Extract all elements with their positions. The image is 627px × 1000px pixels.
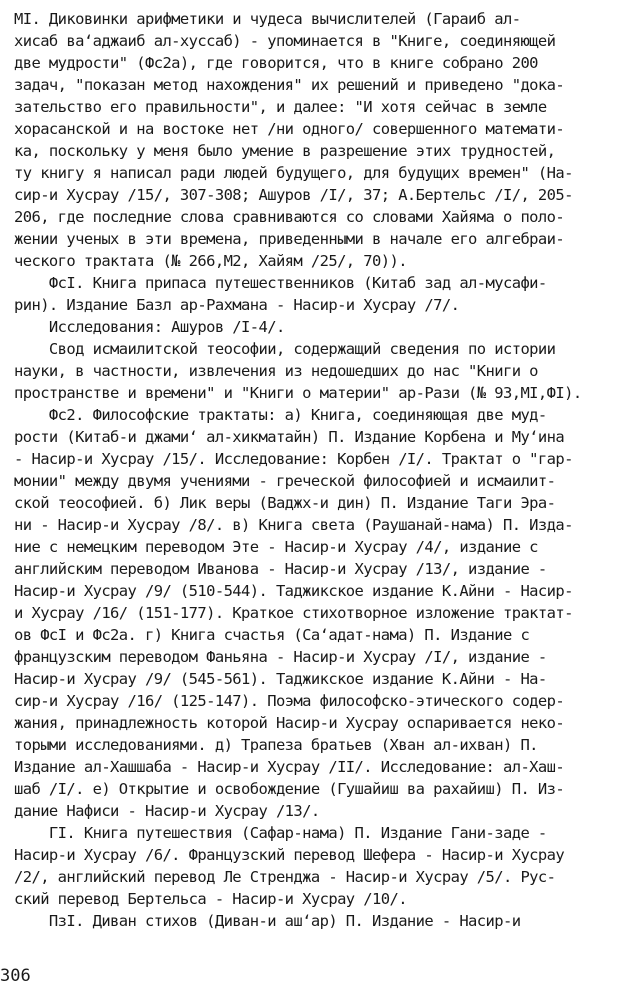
- text-line: хисаб ва‘аджаиб ал-хуссаб) - упоминается в "Книге, соединяющей: [14, 32, 556, 50]
- text-line: задач, "показан метод нахождения" их решений и приведено "дока-: [14, 76, 565, 94]
- text-line: Свод исмаилитской теософии, содержащий сведения по истории: [14, 340, 556, 358]
- text-line: ФсI. Книга припаса путешественников (Китаб зад ал-мусафи-: [14, 274, 547, 292]
- text-line: - Насир-и Хусрау /15/. Исследование: Корбен /I/. Трактат о "гар-: [14, 450, 573, 468]
- text-line: жении ученых в эти времена, приведенными в начале его алгебраи-: [14, 230, 565, 248]
- text-line: Насир-и Хусрау /6/. Французский перевод Шефера - Насир-и Хусрау: [14, 846, 565, 864]
- text-line: и Хусрау /16/ (151-177). Краткое стихотворное изложение трактат-: [14, 604, 573, 622]
- text-line: шаб /I/. е) Открытие и освобождение (Гушайиш ва рахайиш) П. Из-: [14, 780, 565, 798]
- text-line: /2/, английский перевод Ле Стренджа - Насир-и Хусрау /5/. Рус-: [14, 868, 556, 886]
- text-line: хорасанской и на востоке нет /ни одного/ совершенного математи-: [14, 120, 565, 138]
- text-line: французским переводом Фаньяна - Насир-и Хусрау /I/, издание -: [14, 648, 547, 666]
- document-page: [14, 8, 614, 992]
- text-line: ский перевод Бертельса - Насир-и Хусрау /10/.: [14, 890, 407, 908]
- text-line: ту книгу я написал ради людей будущего, для будущих времен" (На-: [14, 164, 573, 182]
- text-line: ГI. Книга путешествия (Сафар-нама) П. Издание Гани-заде -: [14, 824, 547, 842]
- text-line: рости (Китаб-и джами‘ ал-хикматайн) П. Издание Корбена и Му‘ина: [14, 428, 565, 446]
- text-line: Фс2. Философские трактаты: а) Книга, соединяющая две муд-: [14, 406, 547, 424]
- text-line: монии" между двумя учениями - греческой философией и исмаилит-: [14, 472, 556, 490]
- text-line: сир-и Хусрау /16/ (125-147). Поэма философско-этического содер-: [14, 692, 565, 710]
- text-line: ов ФсI и Фс2а. г) Книга счастья (Са‘адат-нама) П. Издание с: [14, 626, 530, 644]
- page-number: 306: [0, 966, 31, 986]
- text-line: Насир-и Хусрау /9/ (510-544). Таджикское издание К.Айни - Насир-: [14, 582, 573, 600]
- text-line: Насир-и Хусрау /9/ (545-561). Таджикское издание К.Айни - На-: [14, 670, 547, 688]
- text-line: ской теософией. б) Лик веры (Ваджх-и дин) П. Издание Таги Эра-: [14, 494, 556, 512]
- text-line: 206, где последние слова сравниваются со словами Хайяма о поло-: [14, 208, 565, 226]
- text-line: зательство его правильности", и далее: "И хотя сейчас в земле: [14, 98, 547, 116]
- text-line: ни - Насир-и Хусрау /8/. в) Книга света (Раушанай-нама) П. Изда-: [14, 516, 573, 534]
- text-line: МI. Диковинки арифметики и чудеса вычислителей (Гараиб ал-: [14, 10, 521, 28]
- text-line: две мудрости" (Фс2а), где говорится, что в книге собрано 200: [14, 54, 538, 72]
- text-line: Исследования: Ашуров /I-4/.: [14, 318, 285, 336]
- text-line: науки, в частности, извлечения из недошедших до нас "Книги о: [14, 362, 538, 380]
- text-line: ние с немецким переводом Эте - Насир-и Хусрау /4/, издание с: [14, 538, 538, 556]
- text-line: ка, поскольку у меня было умение в разрешение этих трудностей,: [14, 142, 556, 160]
- text-line: Издание ал-Хашшаба - Насир-и Хусрау /II/. Исследование: ал-Хаш-: [14, 758, 565, 776]
- text-line: ПзI. Диван стихов (Диван-и аш‘ар) П. Издание - Насир-и: [14, 912, 521, 930]
- text-line: торыми исследованиями. д) Трапеза братьев (Хван ал-ихван) П.: [14, 736, 538, 754]
- text-line: ческого трактата (№ 266,М2, Хайям /25/, 70)).: [14, 252, 407, 270]
- text-line: жания, принадлежность которой Насир-и Хусрау оспаривается неко-: [14, 714, 565, 732]
- text-line: пространстве и времени" и "Книги о материи" ар-Рази (№ 93,МI,ФI).: [14, 384, 582, 402]
- text-line: сир-и Хусрау /15/, 307-308; Ашуров /I/, 37; А.Бертельс /I/, 205-: [14, 186, 573, 204]
- text-line: дание Нафиси - Насир-и Хусрау /13/.: [14, 802, 320, 820]
- text-line: рин). Издание Базл ар-Рахмана - Насир-и Хусрау /7/.: [14, 296, 460, 314]
- text-line: английским переводом Иванова - Насир-и Хусрау /13/, издание -: [14, 560, 547, 578]
